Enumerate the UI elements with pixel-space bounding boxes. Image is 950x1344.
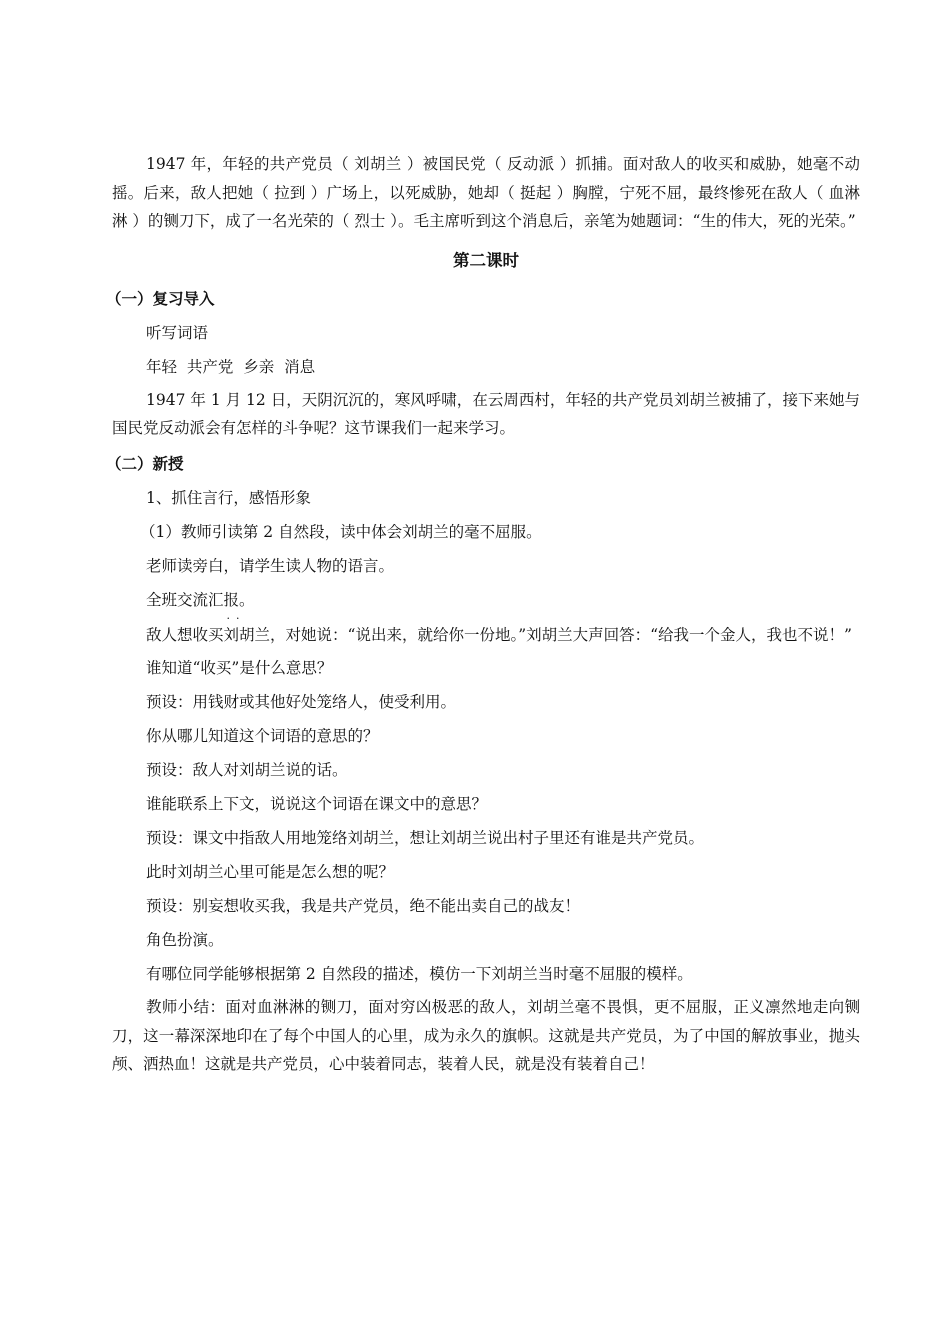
question-3: 谁能联系上下文，说说这个词语在课文中的意思？: [146, 795, 488, 813]
lesson-title: 第二课时: [453, 250, 519, 270]
emphasis-word: [192, 611, 246, 644]
question-1: 谁知道“收买”是什么意思？: [146, 659, 333, 677]
answer-3: 预设：课文中指敌人用地笼络刘胡兰，想让刘胡兰说出村子里还有谁是共产党员。: [146, 829, 705, 847]
imitate-line: 有哪位同学能够根据第 2 自然段的描述，模仿一下刘胡兰当时毫不屈服的模样。: [146, 965, 693, 983]
question-4: 此时刘胡兰心里可能是怎么想的呢？: [146, 863, 395, 881]
answer-1: 预设：用钱财或其他好处笼络人，使受利用。: [146, 693, 457, 711]
answer-4: 预设：别妄想收买我，我是共产党员，绝不能出卖自己的战友！: [146, 897, 581, 915]
emphasis-text: 收买: [192, 625, 224, 644]
section1-paragraph: 1947 年 1 月 12 日，天阴沉沉的，寒风呼啸，在云周西村，年轻的共产党员刘胡兰被捕了，接下来她与国民党反动派会有怎样的斗争呢？这节课我们一起来学习。: [112, 390, 860, 437]
answer-2: 预设：敌人对刘胡兰说的话。: [146, 761, 348, 779]
quote-before: 敌人想: [146, 625, 193, 644]
step1-1-line: （1）教师引读第 2 自然段，读中体会刘胡兰的毫不屈服。: [140, 522, 542, 541]
emphasis-dots: ··: [226, 611, 246, 625]
dictation-label: 听写词语: [146, 323, 209, 342]
quote-paragraph: [112, 611, 860, 650]
intro-paragraph: 1947 年，年轻的共产党员（ 刘胡兰 ）被国民党（ 反动派 ）抓捕。面对敌人的收买和威胁，她毫不动摇。后来，敌人把她（ 拉到 ）广场上，以死威胁，她却（ 挺起 ）胸膛，宁死不屈，最终惨死在敌人（ 血淋淋 ）的铡刀下，成了一名光荣的（ 烈士 ）。毛主席听到这个消息后，亲笔为她题词：“生的伟大，死的光荣。”: [112, 155, 860, 230]
section1-heading: （一）复习导入: [106, 289, 215, 308]
question-2: 你从哪儿知道这个词语的意思的？: [146, 727, 379, 745]
role-play-line: 角色扮演。: [146, 931, 224, 949]
step1-line: 1、抓住言行，感悟形象: [146, 488, 311, 507]
dictation-words: 年轻 共产党 乡亲 消息: [146, 357, 316, 376]
quote-after: 刘胡兰，对她说：“说出来，就给你一份地。”刘胡兰大声回答：“给我一个金人，我也不说！”: [223, 625, 852, 644]
section2-heading: （二）新授: [106, 454, 184, 473]
class-report-line: 全班交流汇报。: [146, 590, 255, 609]
teacher-summary: 教师小结：面对血淋淋的铡刀，面对穷凶极恶的敌人，刘胡兰毫不畏惧，更不屈服，正义凛然地走向铡刀，这一幕深深地印在了每个中国人的心里，成为永久的旗帜。这就是共产党员，为了中国的解放事业，抛头颅、洒热血！这就是共产党员，心中装着同志，装着人民，就是没有装着自己！: [112, 998, 860, 1073]
teacher-reads-line: 老师读旁白，请学生读人物的语言。: [146, 556, 395, 575]
